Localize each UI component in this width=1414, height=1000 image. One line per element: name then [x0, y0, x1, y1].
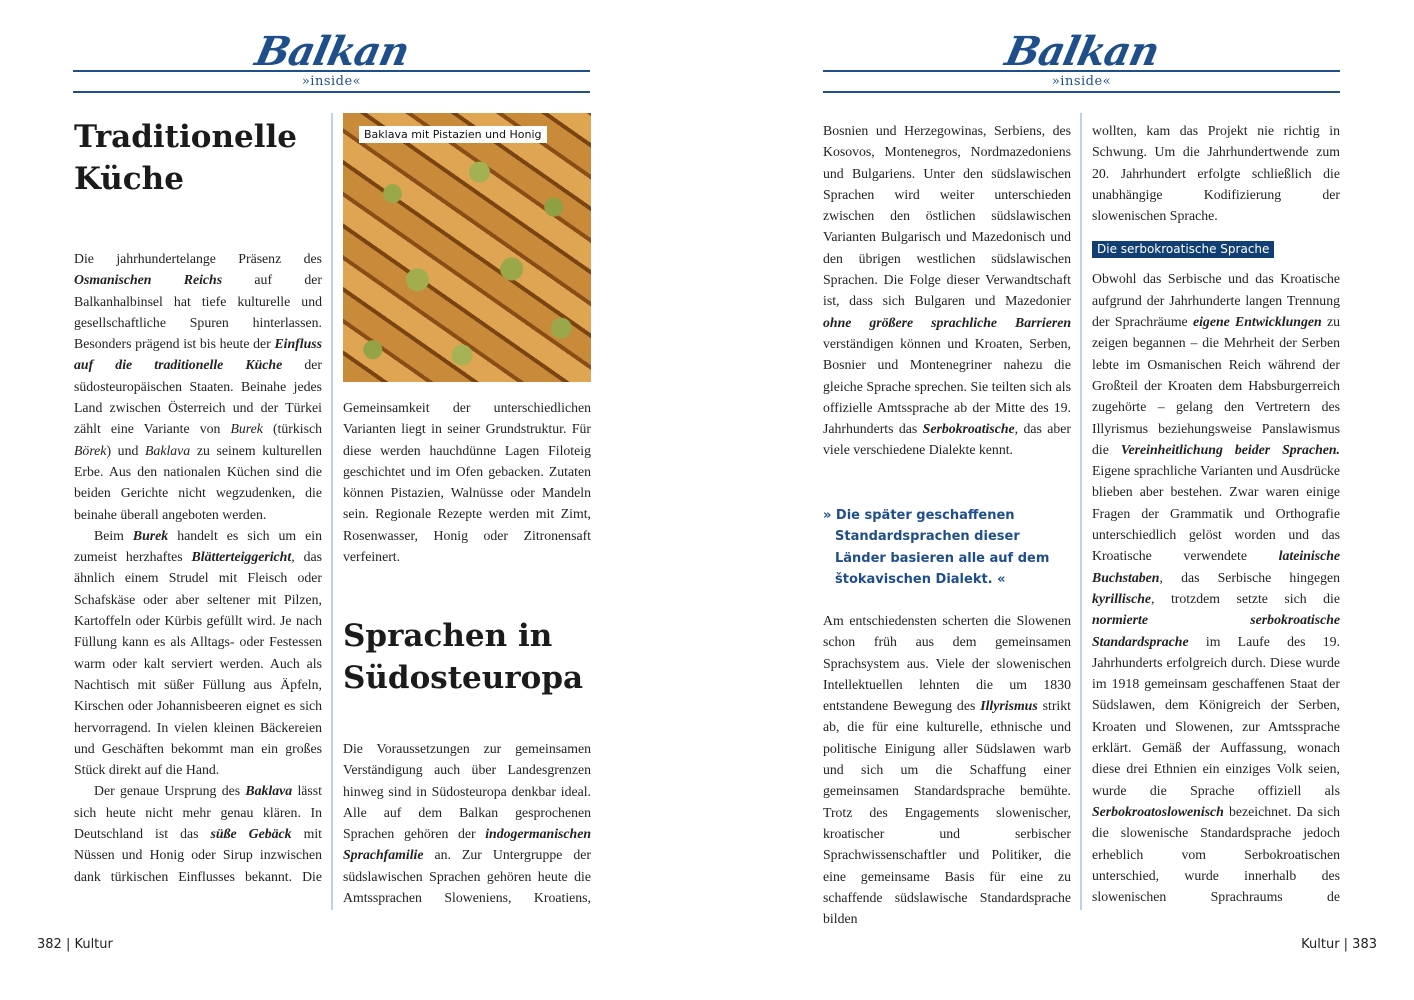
paragraph [343, 397, 591, 567]
emphasis-text: Baklava [245, 783, 293, 799]
body-text: zu seinem kulturellen Erbe. Aus den nationalen Küchen sind die beiden Gerichte nicht wegzudenken, die beinahe überall angeboten werden. [74, 442, 322, 522]
paragraph [74, 248, 322, 525]
right-column-2-bottom [1092, 268, 1340, 907]
italic-text: Baklava [145, 442, 191, 458]
right-column-1-bottom [823, 610, 1071, 927]
emphasis-text: eigene Entwicklungen [1192, 314, 1322, 330]
page-number-right: Kultur | 383 [1301, 937, 1377, 952]
left-column-2-top [343, 397, 591, 577]
column-divider [331, 113, 333, 910]
right-column-2 [1092, 120, 1340, 910]
body-text: der südosteuropäischen Staaten. Beinahe jedes Land zwischen Österreich und der Türkei zählt eine Variante von [74, 357, 322, 437]
body-text: Die Voraussetzungen zur gemeinsamen Verständigung auch über Landesgrenzen hinweg sind in Südosteuropa denkbar ideal. Alle auf dem Balkan gesprochenen Sprachen gehören der [343, 741, 591, 842]
column-divider [1080, 113, 1082, 910]
left-column-2-bottom [343, 738, 591, 910]
emphasis-text: Blätterteiggericht [191, 549, 292, 565]
header-right [823, 30, 1340, 96]
paragraph [1092, 120, 1340, 226]
emphasis-text: Einfluss auf die traditionelle Küche [74, 336, 322, 373]
paragraph [1092, 268, 1340, 907]
section-label: Die serbokroatische Sprache [1092, 241, 1274, 258]
italic-text: Burek [230, 421, 263, 437]
italic-text: Börek [74, 442, 107, 458]
body-text: (türkisch [262, 421, 322, 437]
body-text: Bosnien und Herzegowinas, Serbiens, des Kosovos, Montenegros, Nordmazedoniens und Bulgariens. Unter den südslawischen Sprachen wird weiter unterschieden zwischen den östlichen südslawischen Varianten Bulgarisch und Mazedonisch und den übrigen westlichen südslawischen Sprachen. Die Folge dieser Verwandtschaft ist, dass sich Bulgaren und Mazedonier [823, 123, 1071, 309]
right-column-2-top [1092, 120, 1340, 226]
pull-quote: » Die später geschaffenen Standardsprachen dieser Länder basieren alle auf dem štokavischen Dialekt. « [823, 508, 1050, 587]
balkan-logo: Balkan [1000, 28, 1163, 75]
body-text: bezeichnet. Da sich die slowenische Standardsprache jedoch erheblich vom Serbokroatischen unterschied, wurde innerhalb des slowenischen Sprachraums de [1092, 803, 1340, 905]
emphasis-text: Illyrismus [980, 698, 1038, 714]
body-text: , das aber viele verschiedene Dialekte kennt. [823, 421, 1072, 458]
page-number-left: 382 | Kultur [37, 937, 113, 952]
header-left [73, 30, 590, 96]
left-column-1 [74, 248, 322, 910]
body-text: wollten, kam das Projekt nie richtig in Schwung. Um die Jahrhundertwende zum 20. Jahrhundert erfolgte schließlich die unabhängige Kodifizierung der slowenischen Sprache. [1092, 123, 1340, 224]
body-text: zu zeigen begannen – die Mehrheit der Serben lebte im Osmanischen Reich während der Großteil der Kroaten dem Habsburgerreich zugehörte – gelang den Vertretern des Illyrismus beziehungsweise Panslawismus die [1092, 314, 1340, 457]
baklava-photo [343, 113, 591, 382]
paragraph [74, 780, 322, 886]
body-text: strikt ab, die für eine kulturelle, ethnische und politische Einigung aller Südslawen warb und sich um die Schaffung einer gemeinsamen Standardsprache bemühte. Trotz des Engagements slowenischer, kroatischer und serbischer Sprachwissenschaftler und Politiker, die eine gemeinsame Basis für eine zu schaffende südslawische Standardsprache bilden [823, 698, 1071, 927]
section-title-sprachen: Sprachen in Südosteuropa [343, 618, 584, 696]
emphasis-text: kyrillische [1092, 590, 1152, 606]
body-text: Obwohl das Serbische und das Kroatische aufgrund der Jahrhunderte langen Trennung der Sprachräume [1092, 271, 1340, 330]
body-text: , das Serbische hingegen [1159, 569, 1340, 585]
body-text: im Laufe des 19. Jahrhunderts erfolgreich durch. Diese wurde im 1918 gemeinsam geschaffenen Staat der Südslawen, dem Königreich der Serben, Kroaten und Slowenen, zur Amtssprache erklärt. Gemäß der Auffassung, wonach diese drei Ethnien ein einziges Volk seien, wurde die Sprache offiziell als [1092, 633, 1340, 798]
paragraph [823, 610, 1071, 929]
body-text: an. Zur Untergruppe der südslawischen Sprachen gehören heute die Amtssprachen Sloweniens, Kroatiens, [343, 847, 591, 906]
header-rule [823, 91, 1340, 93]
logo-subtitle: »inside« [1051, 74, 1112, 89]
emphasis-text: Burek [132, 527, 169, 543]
body-text: Eigene sprachliche Varianten und Ausdrücke blieben aber bestehen. Zwar waren einige Fragen der Grammatik und Orthografie unterschiedlich gelöst worden und das Kroatische verwendete [1092, 463, 1340, 564]
body-text: Der genaue Ursprung des [94, 783, 246, 799]
emphasis-text: ohne größere sprachliche Barrieren [823, 314, 1071, 330]
paragraph [343, 738, 591, 908]
balkan-logo: Balkan [250, 28, 413, 75]
section-title-kueche: Traditionelle Küche [74, 119, 297, 197]
body-text: lässt sich heute nicht mehr genau klären. In Deutschland ist das [74, 783, 322, 842]
emphasis-text: indogermanischen Sprachfamilie [343, 826, 591, 863]
emphasis-text: Serbokroatoslowenisch [1092, 803, 1224, 819]
body-text: Am entschiedensten scherten die Slowenen schon früh aus dem gemeinsamen Sprachsystem aus. Viele der slowenischen Intellektuellen lehnten die um 1830 entstandene Bewegung des [823, 613, 1071, 714]
body-text: ) und [106, 442, 145, 458]
emphasis-text: normierte serbokroatische Standardsprache [1092, 612, 1340, 649]
body-text: auf der Balkanhalbinsel hat tiefe kulturelle und gesellschaftliche Spuren hinterlassen. Besonders prägend ist bis heute der [74, 272, 322, 352]
body-text: handelt es sich um ein zumeist herzhaftes [74, 527, 323, 565]
body-text: Gemeinsamkeit der unterschiedlichen Varianten liegt in seiner Grundstruktur. Für diese werden hauchdünne Lagen Filoteig geschichtet und im Ofen gebacken. Zutaten können Pistazien, Walnüsse oder Mandeln sein. Regionale Rezepte werden mit Zimt, Rosenwasser, Honig oder Zitronensaft verfeinert. [343, 400, 591, 565]
paragraph [74, 525, 322, 781]
emphasis-text: süße Gebäck [210, 826, 292, 842]
emphasis-text: Vereinheitlichung beider Sprachen. [1120, 441, 1340, 457]
logo-subtitle: »inside« [301, 74, 362, 89]
body-text: Die jahrhundertelange Präsenz des [74, 251, 322, 266]
body-text: verständigen können und Kroaten, Serben, Bosnier und Montenegriner nahezu die gleiche Sprache sprechen. Sie teilten sich als offizielle Amtssprache ab der Mitte des 19. Jahrhunderts das [823, 335, 1071, 437]
emphasis-text: Osmanischen Reichs [74, 272, 223, 288]
paragraph [823, 120, 1071, 461]
emphasis-text: Serbokroatische [922, 421, 1015, 437]
header-rule [73, 91, 590, 93]
emphasis-text: lateinische Buchstaben [1092, 548, 1340, 585]
body-text: Beim [94, 527, 133, 543]
body-text: , trotzdem setzte sich die [1151, 590, 1340, 606]
photo-caption: Baklava mit Pistazien und Honig [359, 126, 547, 143]
body-text: mit Nüssen und Honig oder Sirup inzwischen dank türkischen Einflusses bekannt. Die [74, 826, 322, 884]
right-column-1-top [823, 120, 1071, 485]
body-text: , das ähnlich einem Strudel mit Fleisch oder Schafskäse oder aber seltener mit Pilzen, Kartoffeln oder Kürbis gefüllt wird. Je nach Füllung kann es als Alltags- oder Festessen warm oder kalt serviert werden. Auch als Nachtisch mit süßer Füllung aus Äpfeln, Kirschen oder Johannisbeeren eignet es sich hervorragend. In vielen kleinen Bäckereien und Geschäften bekommt man ein großes Stück direkt auf die Hand. [74, 549, 322, 778]
